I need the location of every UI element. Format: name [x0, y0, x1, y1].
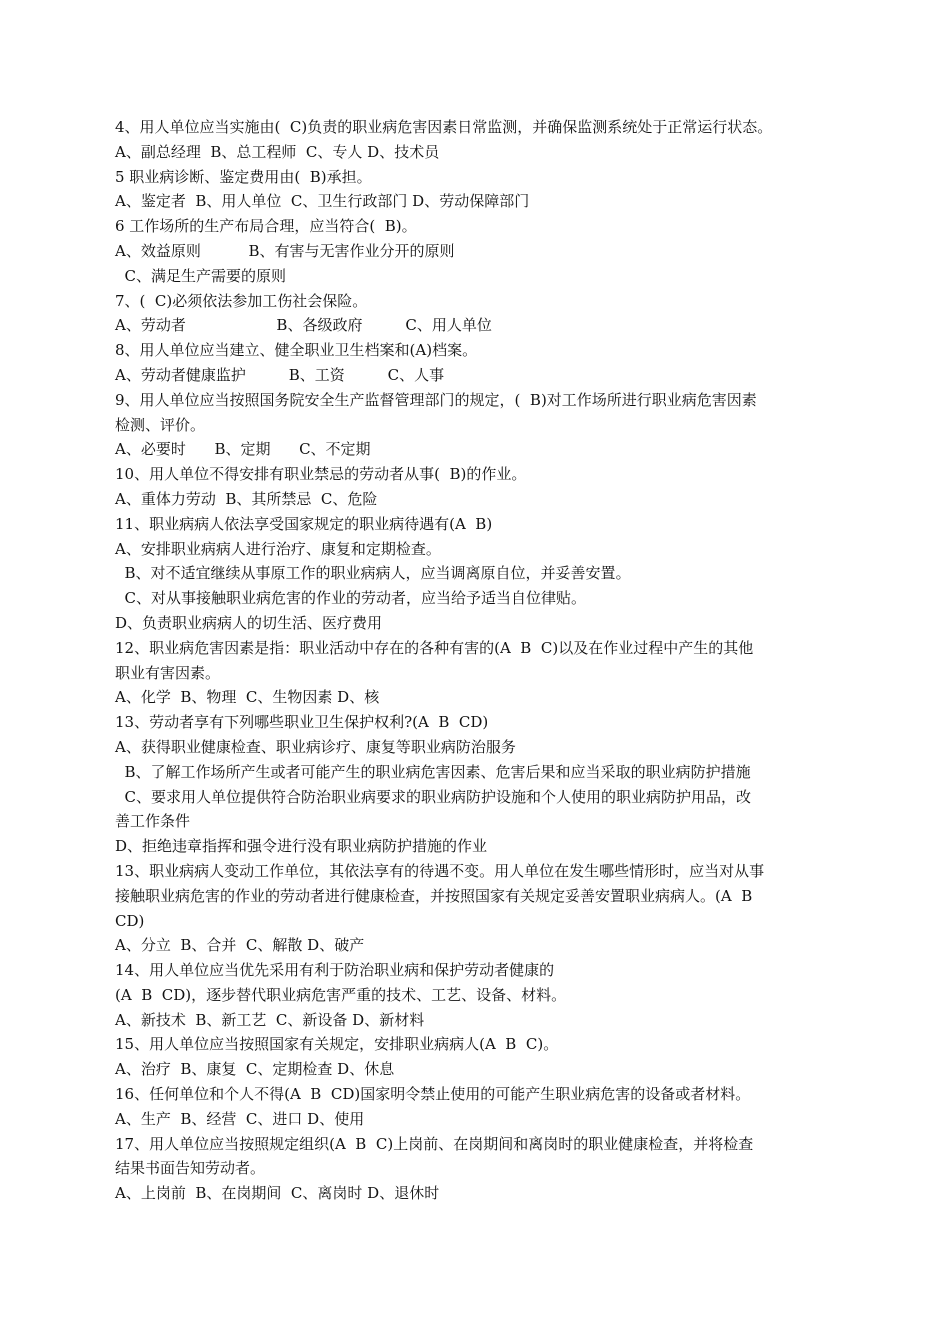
question-16-options: A、生产 B、经营 C、进口 D、使用 [115, 1109, 365, 1128]
question-13b-stem-line-2: 接触职业病危害的作业的劳动者进行健康检查，并按照国家有关规定妥善安置职业病病人。(A B [115, 886, 753, 905]
question-4-options: A、副总经理 B、总工程师 C、专人 D、技术员 [115, 142, 440, 161]
question-13a-option-c-line-2: 善工作条件 [115, 812, 191, 831]
question-17-options: A、上岗前 B、在岗期间 C、离岗时 D、退休时 [115, 1184, 440, 1203]
question-12-stem-line-2: 职业有害因素。 [115, 663, 221, 682]
question-14-stem-line-2: (A B CD)，逐步替代职业病危害严重的技术、工艺、设备、材料。 [115, 985, 567, 1004]
question-16-stem: 16、任何单位和个人不得(A B CD)国家明令禁止使用的可能产生职业病危害的设备或者材料。 [115, 1085, 751, 1104]
question-10-stem: 10、用人单位不得安排有职业禁忌的劳动者从事( B)的作业。 [115, 465, 527, 484]
question-6-option-c: C、满足生产需要的原则 [115, 266, 287, 285]
question-13a-option-d: D、拒绝违章指挥和强令进行没有职业病防护措施的作业 [115, 837, 488, 856]
question-11-option-d: D、负责职业病病人的切生活、医疗费用 [115, 613, 383, 632]
question-11-option-c: C、对从事接触职业病危害的作业的劳动者，应当给予适当自位律贴。 [115, 589, 587, 608]
question-12-options: A、化学 B、物理 C、生物因素 D、核 [115, 688, 380, 707]
question-13b-options: A、分立 B、合并 C、解散 D、破产 [115, 936, 365, 955]
question-13a-stem: 13、劳动者享有下列哪些职业卫生保护权利?(A B CD) [115, 713, 489, 732]
question-13b-stem-line-1: 13、职业病病人变动工作单位，其依法享有的待遇不变。用人单位在发生哪些情形时，应当对从事 [115, 861, 765, 880]
question-14-stem-line-1: 14、用人单位应当优先采用有利于防治职业病和保护劳动者健康的 [115, 961, 555, 980]
document-page [115, 115, 840, 1206]
question-11-option-a: A、安排职业病病人进行治疗、康复和定期检查。 [115, 539, 441, 558]
question-12-stem-line-1: 12、职业病危害因素是指：职业活动中存在的各种有害的(A B C)以及在作业过程中产生的其他 [115, 638, 754, 657]
question-17-stem-line-1: 17、用人单位应当按照规定组织(A B C)上岗前、在岗期间和离岗时的职业健康检查，并将检查 [115, 1134, 754, 1153]
question-9-options: A、必要时 B、定期 C、不定期 [115, 440, 371, 459]
question-6-stem: 6 工作场所的生产布局合理，应当符合( B)。 [115, 217, 417, 236]
question-6-options-ab: A、效益原则 B、有害与无害作业分开的原则 [115, 241, 455, 260]
question-5-stem: 5 职业病诊断、鉴定费用由( B)承担。 [115, 167, 372, 186]
question-13a-option-b: B、了解工作场所产生或者可能产生的职业病危害因素、危害后果和应当采取的职业病防护措施 [115, 762, 751, 781]
question-14-options: A、新技术 B、新工艺 C、新设备 D、新材料 [115, 1010, 425, 1029]
question-4-stem: 4、用人单位应当实施由( C)负责的职业病危害因素日常监测，并确保监测系统处于正常运行状态。 [115, 118, 773, 136]
question-15-options: A、治疗 B、康复 C、定期检查 D、休息 [115, 1060, 395, 1079]
question-8-options: A、劳动者健康监护 B、工资 C、人事 [115, 365, 445, 384]
question-11-option-b: B、对不适宜继续从事原工作的职业病病人，应当调离原自位，并妥善安置。 [115, 564, 631, 583]
question-7-stem: 7、( C)必须依法参加工伤社会保险。 [115, 291, 368, 310]
question-8-stem: 8、用人单位应当建立、健全职业卫生档案和(A)档案。 [115, 341, 478, 360]
question-5-options: A、鉴定者 B、用人单位 C、卫生行政部门 D、劳动保障部门 [115, 192, 530, 211]
question-7-options: A、劳动者 B、各级政府 C、用人单位 [115, 316, 492, 335]
question-13b-stem-line-3: CD) [115, 911, 145, 930]
question-9-stem-line-1: 9、用人单位应当按照国务院安全生产监督管理部门的规定，( B)对工作场所进行职业病危害因素 [115, 390, 757, 409]
question-10-options: A、重体力劳动 B、其所禁忌 C、危险 [115, 489, 378, 508]
question-15-stem: 15、用人单位应当按照国家有关规定，安排职业病病人(A B C)。 [115, 1035, 559, 1054]
question-13a-option-c-line-1: C、要求用人单位提供符合防治职业病要求的职业病防护设施和个人使用的职业病防护用品，改 [115, 787, 752, 806]
question-11-stem: 11、职业病病人依法享受国家规定的职业病待遇有(A B) [115, 514, 493, 533]
question-13a-option-a: A、获得职业健康检查、职业病诊疗、康复等职业病防治服务 [115, 737, 516, 756]
question-9-stem-line-2: 检测、评价。 [115, 415, 206, 434]
question-17-stem-line-2: 结果书面告知劳动者。 [115, 1159, 266, 1178]
